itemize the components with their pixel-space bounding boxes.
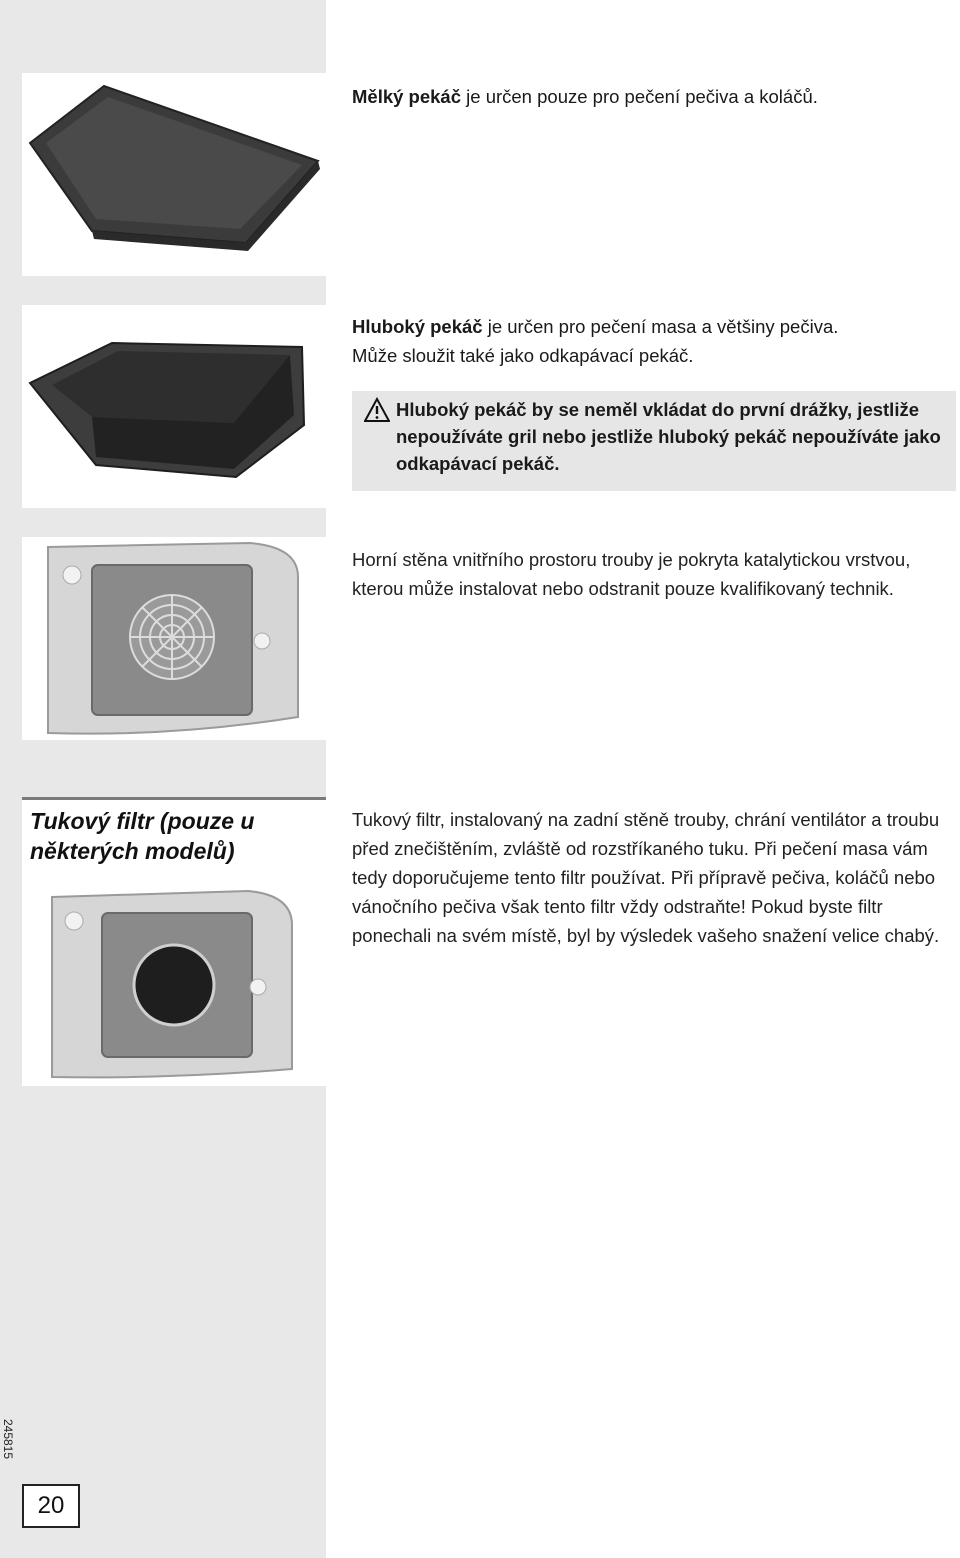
oven-fan-image — [22, 537, 326, 740]
shallow-tray-text — [352, 82, 942, 111]
page-number: 20 — [22, 1484, 80, 1528]
oven-filter-image — [22, 883, 326, 1086]
deep-tray-description: je určen pro pečení masa a většiny pečiva. — [482, 316, 839, 337]
deep-tray-image — [22, 305, 326, 508]
deep-tray-description-2: Může sloužit také jako odkapávací pekáč. — [352, 345, 694, 366]
grease-filter-text: Tukový filtr, instalovaný na zadní stěně trouby, chrání ventilátor a troubu před znečištěním, zvláště od rozstříkaného tuku. Při pečení masa vám tedy doporučujeme tento filtr používat. Při přípravě pečiva, koláčů nebo vánočního pečiva však tento filtr vždy odstraňte! Pokud byste filtr ponechali na svém místě, byl by výsledek vašeho snažení velice chabý. — [352, 809, 940, 946]
deep-tray-title: Hluboký pekáč — [352, 316, 483, 337]
document-number: 245815 — [1, 1418, 15, 1460]
shallow-tray-description: je určen pouze pro pečení pečiva a koláčů. — [461, 86, 818, 107]
warning-box — [352, 391, 956, 491]
catalytic-text: Horní stěna vnitřního prostoru trouby je pokryta katalytickou vrstvou, kterou může instalovat nebo odstranit pouze kvalifikovaný technik. — [352, 549, 911, 599]
shallow-tray-image — [22, 73, 326, 276]
grease-filter-heading — [22, 797, 326, 883]
shallow-tray-title: Mělký pekáč — [352, 86, 462, 107]
warning-triangle-icon — [364, 397, 390, 423]
warning-text: Hluboký pekáč by se neměl vkládat do první drážky, jestliže nepoužíváte gril nebo jestliže hluboký pekáč nepoužíváte jako odkapávací pekáč. — [396, 399, 941, 474]
deep-tray-text — [352, 312, 952, 370]
grease-filter-title: Tukový filtr (pouze u některých modelů) — [30, 808, 255, 864]
